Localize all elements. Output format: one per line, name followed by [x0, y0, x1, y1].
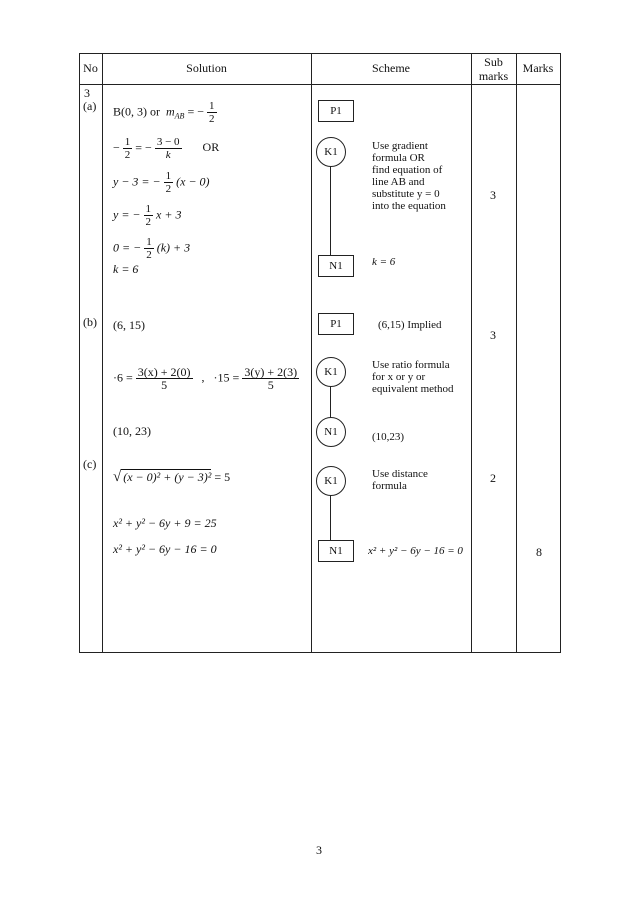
scheme-a-note: Use gradient formula OR find equation of line AB and substitute y = 0 into the equation — [372, 140, 446, 212]
scheme-c-k1: K1 — [316, 466, 346, 496]
scheme-a-p1: P1 — [318, 100, 354, 122]
header-solution: Solution — [186, 61, 227, 75]
sub-marks-c: 2 — [490, 471, 496, 485]
part-a-line5: 0 = − $\frac{1}{2}$ (k) + 3 — [113, 236, 191, 261]
part-b-line2: ·6 = $\frac{3(x) + 2(0)}{5}$ , ·15 = $\frac{3(y) + 2(3)}{5}$ — [113, 365, 298, 392]
part-label-b: (b) — [83, 315, 97, 329]
sub-marks-a: 3 — [490, 188, 496, 202]
scheme-b-p1: P1 — [318, 313, 354, 335]
header-marks: Marks — [522, 61, 554, 75]
part-c-line3: x² + y² − 6y − 16 = 0 — [113, 542, 217, 556]
header-no: No — [83, 61, 98, 75]
scheme-c-note: Use distance formula — [372, 468, 428, 492]
part-c-line2: x² + y² − 6y + 9 = 25 — [113, 516, 217, 530]
scheme-a-connector — [330, 158, 331, 256]
total-marks: 8 — [536, 545, 542, 559]
part-label-a: (a) — [83, 99, 97, 113]
question-number: 3 — [84, 86, 90, 100]
part-b-line1: (6, 15) — [113, 318, 145, 332]
scheme-b-n1-note: (10,23) — [372, 431, 405, 443]
part-a-line2: − $\frac{1}{2}$ = − $\frac{3 - 0}{k}$ OR — [113, 136, 220, 161]
part-c-line1: √ (x − 0)² + (y − 3)² = 5 — [113, 469, 231, 485]
scheme-c-n1-note: x² + y² − 6y − 16 = 0 — [368, 545, 463, 557]
header-sub-marks: Sub marks — [478, 55, 509, 83]
scheme-b-note: Use ratio formula for x or y or equivalent method — [372, 359, 454, 395]
scheme-b-k1: K1 — [316, 357, 346, 387]
scheme-b-n1: N1 — [316, 417, 346, 447]
header-scheme: Scheme — [372, 61, 410, 75]
page-number: 3 — [316, 843, 322, 857]
scheme-b-p1-note: (6,15) Implied — [378, 319, 442, 331]
part-a-line1: B(0, 3) or $m_{AB}$ = − $\frac{1}{2}$ — [113, 100, 215, 125]
scheme-a-n1: N1 — [318, 255, 354, 277]
scheme-c-n1: N1 — [318, 540, 354, 562]
sub-marks-b: 3 — [490, 328, 496, 342]
scheme-a-k1: K1 — [316, 137, 346, 167]
scheme-c-connector — [330, 490, 331, 542]
part-label-c: (c) — [83, 457, 97, 471]
part-b-line3: (10, 23) — [113, 424, 151, 438]
part-a-line6: k = 6 — [113, 262, 139, 276]
part-a-line3: y − 3 = − $\frac{1}{2}$ (x − 0) — [113, 170, 210, 195]
scheme-a-n1-note: k = 6 — [372, 256, 396, 268]
part-a-line4: y = − $\frac{1}{2}$ x + 3 — [113, 203, 182, 228]
